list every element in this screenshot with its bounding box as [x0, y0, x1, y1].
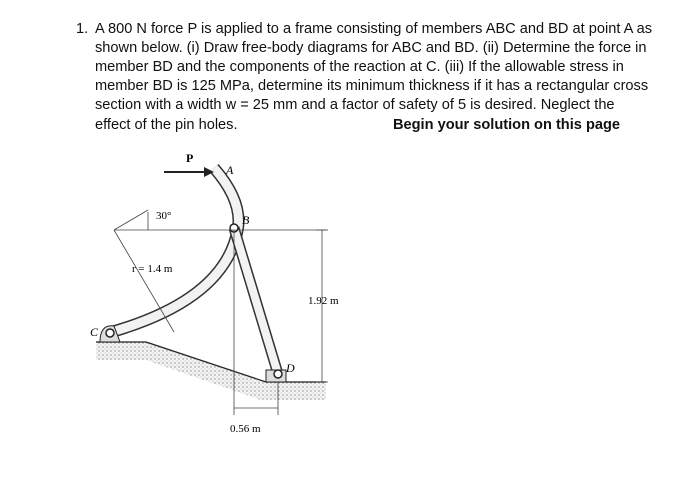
problem-number: 1. [76, 21, 89, 37]
label-d: D [286, 361, 295, 375]
pin-c [106, 329, 114, 337]
problem-line-6: effect of the pin holes. [95, 117, 238, 133]
width-label: 0.56 m [230, 423, 261, 435]
problem-line-2: shown below. (i) Draw free-body diagrams for ABC and BD. (ii) Determine the force in [95, 40, 647, 56]
label-a: A [226, 163, 234, 177]
problem-line-4: member BD is 125 MPa, determine its minimum thickness if it has a rectangular cross [95, 78, 649, 94]
height-label: 1.92 m [308, 295, 339, 307]
radius-label: r = 1.4 m [132, 263, 173, 275]
problem-line-1: A 800 N force P is applied to a frame consisting of members ABC and BD at point A as [95, 21, 653, 37]
label-p: P [186, 151, 194, 165]
label-b: B [242, 213, 250, 227]
angle-label: 30° [156, 210, 172, 222]
pin-d [274, 370, 282, 378]
frame-figure [86, 150, 366, 450]
problem-line-5: section with a width w = 25 mm and a factor of safety of 5 is desired. Neglect the [95, 97, 615, 113]
problem-line-3: member BD and the components of the reaction at C. (iii) If the allowable stress in [95, 59, 624, 75]
instruction-text: Begin your solution on this page [392, 117, 620, 133]
label-c: C [90, 325, 99, 339]
